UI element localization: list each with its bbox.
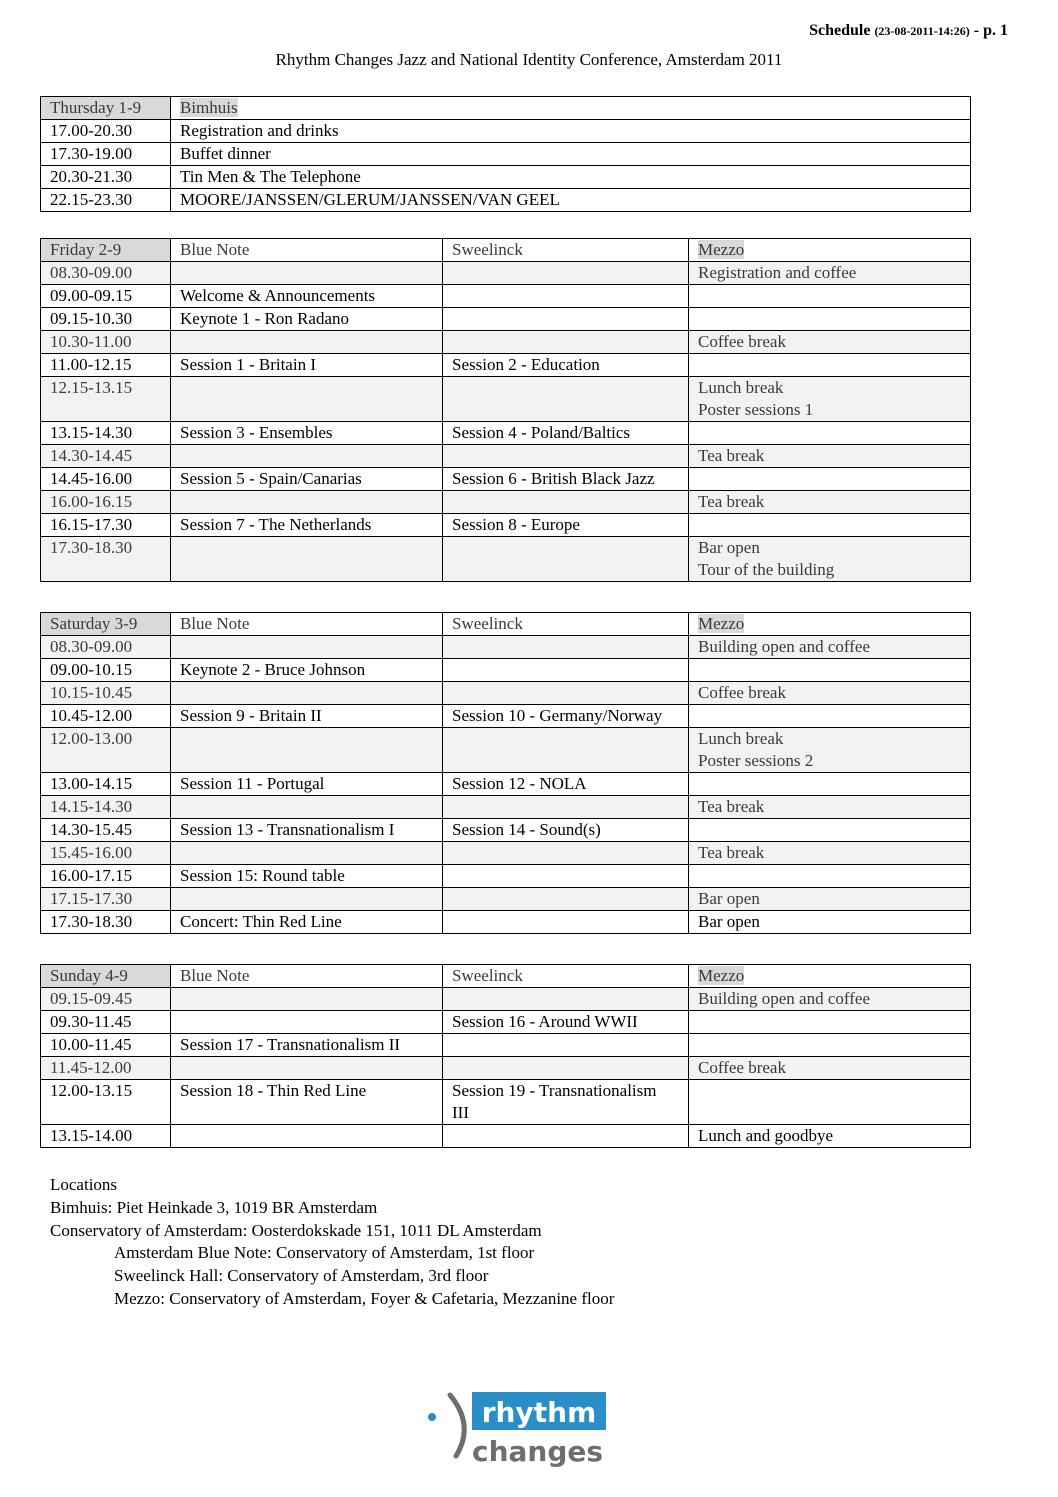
blue-note-cell: [171, 1057, 443, 1080]
blue-note-cell: [171, 377, 443, 422]
mezzo-cell: [689, 773, 971, 796]
header-label: Schedule: [809, 22, 871, 39]
mezzo-column-header: [689, 965, 971, 988]
blue-note-cell: Session 17 - Transnationalism II: [171, 1034, 443, 1057]
event-cell: MOORE/JANSSEN/GLERUM/JANSSEN/VAN GEEL: [171, 189, 971, 212]
blue-note-cell: [171, 636, 443, 659]
sweelinck-cell: [443, 796, 689, 819]
mezzo-label: Mezzo: [698, 240, 745, 259]
table-row: [41, 1125, 971, 1148]
blue-note-cell: [171, 262, 443, 285]
sweelinck-cell: [443, 888, 689, 911]
table-row: [41, 636, 971, 659]
time-cell: 12.00-13.15: [41, 1080, 171, 1125]
sweelinck-column-header: Sweelinck: [443, 239, 689, 262]
sweelinck-line: III: [452, 1103, 469, 1122]
time-cell: 22.15-23.30: [41, 189, 171, 212]
table-row: [41, 1034, 971, 1057]
logo-arc: [450, 1395, 464, 1456]
mezzo-cell: [689, 377, 971, 422]
blue-note-column-header: Blue Note: [171, 239, 443, 262]
sweelinck-cell: Session 16 - Around WWII: [443, 1011, 689, 1034]
mezzo-line: Poster sessions 1: [698, 400, 814, 419]
mezzo-column-header: [689, 613, 971, 636]
mezzo-cell: [689, 468, 971, 491]
blue-note-cell: [171, 682, 443, 705]
sweelinck-cell: [443, 1080, 689, 1125]
mezzo-cell: Tea break: [689, 796, 971, 819]
venue-name: Bimhuis: [180, 98, 238, 117]
mezzo-cell: [689, 514, 971, 537]
logo-word-rhythm: rhythm: [481, 1396, 597, 1429]
location-line: Bimhuis: Piet Heinkade 3, 1019 BR Amsterdam: [50, 1197, 378, 1217]
mezzo-cell: Tea break: [689, 491, 971, 514]
time-cell: 14.30-15.45: [41, 819, 171, 842]
mezzo-cell: [689, 354, 971, 377]
sweelinck-cell: [443, 636, 689, 659]
mezzo-line: Lunch break: [698, 378, 784, 397]
table-row: [41, 682, 971, 705]
time-cell: 14.15-14.30: [41, 796, 171, 819]
blue-note-cell: [171, 796, 443, 819]
time-cell: 09.00-10.15: [41, 659, 171, 682]
blue-note-cell: [171, 1125, 443, 1148]
blue-note-cell: Welcome & Announcements: [171, 285, 443, 308]
sweelinck-cell: [443, 491, 689, 514]
mezzo-line: Bar open: [698, 538, 760, 557]
sweelinck-cell: [443, 537, 689, 582]
blue-note-cell: [171, 491, 443, 514]
time-cell: 17.15-17.30: [41, 888, 171, 911]
blue-note-cell: Concert: Thin Red Line: [171, 911, 443, 934]
time-cell: 11.45-12.00: [41, 1057, 171, 1080]
blue-note-cell: [171, 445, 443, 468]
time-cell: 14.30-14.45: [41, 445, 171, 468]
table-row: [41, 728, 971, 773]
table-row: [41, 354, 971, 377]
mezzo-cell: [689, 422, 971, 445]
blue-note-cell: Session 9 - Britain II: [171, 705, 443, 728]
mezzo-line: Poster sessions 2: [698, 751, 814, 770]
sweelinck-cell: Session 2 - Education: [443, 354, 689, 377]
day-header: Thursday 1-9: [41, 97, 171, 120]
mezzo-cell: [689, 865, 971, 888]
time-cell: 09.15-09.45: [41, 988, 171, 1011]
logo-word-changes: changes: [472, 1435, 604, 1468]
blue-note-cell: Session 3 - Ensembles: [171, 422, 443, 445]
sweelinck-cell: [443, 988, 689, 1011]
mezzo-cell: Registration and coffee: [689, 262, 971, 285]
sweelinck-cell: [443, 1034, 689, 1057]
table-row: [41, 491, 971, 514]
table-row: [41, 422, 971, 445]
time-cell: 14.45-16.00: [41, 468, 171, 491]
table-row: [41, 285, 971, 308]
friday-header-row: [41, 239, 971, 262]
day-header: Sunday 4-9: [41, 965, 171, 988]
mezzo-cell: Bar open: [689, 911, 971, 934]
sweelinck-cell: [443, 285, 689, 308]
venue-header: [171, 97, 971, 120]
time-cell: 09.30-11.45: [41, 1011, 171, 1034]
time-cell: 12.15-13.15: [41, 377, 171, 422]
table-row: [41, 888, 971, 911]
blue-note-column-header: Blue Note: [171, 965, 443, 988]
header-page: - p. 1: [973, 22, 1008, 39]
sweelinck-cell: [443, 262, 689, 285]
blue-note-column-header: Blue Note: [171, 613, 443, 636]
time-cell: 16.00-17.15: [41, 865, 171, 888]
sweelinck-cell: Session 4 - Poland/Baltics: [443, 422, 689, 445]
location-sub-line: Mezzo: Conservatory of Amsterdam, Foyer & Cafetaria, Mezzanine floor: [114, 1288, 615, 1308]
table-row: [41, 189, 971, 212]
table-row: [41, 1057, 971, 1080]
mezzo-cell: Coffee break: [689, 331, 971, 354]
table-row: [41, 143, 971, 166]
blue-note-cell: Keynote 2 - Bruce Johnson: [171, 659, 443, 682]
mezzo-label: Mezzo: [698, 614, 745, 633]
table-row: [41, 865, 971, 888]
mezzo-cell: [689, 1011, 971, 1034]
location-line: Conservatory of Amsterdam: Oosterdokskade 151, 1011 DL Amsterdam: [50, 1220, 542, 1240]
sweelinck-cell: [443, 1125, 689, 1148]
table-row: [41, 819, 971, 842]
event-cell: Buffet dinner: [171, 143, 971, 166]
time-cell: 11.00-12.15: [41, 354, 171, 377]
time-cell: 10.15-10.45: [41, 682, 171, 705]
day-header: Saturday 3-9: [41, 613, 171, 636]
time-cell: 12.00-13.00: [41, 728, 171, 773]
time-cell: 13.15-14.00: [41, 1125, 171, 1148]
time-cell: 17.30-18.30: [41, 911, 171, 934]
blue-note-cell: [171, 888, 443, 911]
table-row: [41, 262, 971, 285]
mezzo-cell: [689, 1080, 971, 1125]
mezzo-cell: Coffee break: [689, 1057, 971, 1080]
sweelinck-cell: [443, 308, 689, 331]
time-cell: 20.30-21.30: [41, 166, 171, 189]
mezzo-cell: [689, 537, 971, 582]
sunday-header-row: [41, 965, 971, 988]
time-cell: 13.00-14.15: [41, 773, 171, 796]
sweelinck-cell: Session 12 - NOLA: [443, 773, 689, 796]
sweelinck-cell: [443, 659, 689, 682]
time-cell: 13.15-14.30: [41, 422, 171, 445]
blue-note-cell: [171, 988, 443, 1011]
time-cell: 08.30-09.00: [41, 262, 171, 285]
table-row: [41, 331, 971, 354]
blue-note-cell: Session 13 - Transnationalism I: [171, 819, 443, 842]
blue-note-cell: Session 7 - The Netherlands: [171, 514, 443, 537]
blue-note-cell: Session 15: Round table: [171, 865, 443, 888]
table-row: [41, 537, 971, 582]
time-cell: 15.45-16.00: [41, 842, 171, 865]
time-cell: 17.30-19.00: [41, 143, 171, 166]
mezzo-cell: Coffee break: [689, 682, 971, 705]
blue-note-cell: Session 18 - Thin Red Line: [171, 1080, 443, 1125]
time-cell: 10.00-11.45: [41, 1034, 171, 1057]
mezzo-cell: Building open and coffee: [689, 988, 971, 1011]
time-cell: 17.30-18.30: [41, 537, 171, 582]
table-row: [41, 911, 971, 934]
mezzo-cell: [689, 728, 971, 773]
table-row: [41, 988, 971, 1011]
mezzo-cell: Lunch and goodbye: [689, 1125, 971, 1148]
table-row: [41, 377, 971, 422]
event-cell: Tin Men & The Telephone: [171, 166, 971, 189]
location-sub-line: Sweelinck Hall: Conservatory of Amsterdam, 3rd floor: [114, 1266, 489, 1286]
table-row: [41, 514, 971, 537]
blue-note-cell: Session 1 - Britain I: [171, 354, 443, 377]
sweelinck-cell: [443, 842, 689, 865]
sweelinck-cell: [443, 445, 689, 468]
blue-note-cell: [171, 331, 443, 354]
time-cell: 16.15-17.30: [41, 514, 171, 537]
sweelinck-cell: [443, 911, 689, 934]
table-row: [41, 308, 971, 331]
blue-note-cell: [171, 1011, 443, 1034]
sweelinck-cell: Session 10 - Germany/Norway: [443, 705, 689, 728]
blue-note-cell: [171, 728, 443, 773]
sweelinck-cell: [443, 377, 689, 422]
time-cell: 10.45-12.00: [41, 705, 171, 728]
time-cell: 17.00-20.30: [41, 120, 171, 143]
saturday-header-row: [41, 613, 971, 636]
mezzo-label: Mezzo: [698, 966, 745, 985]
blue-note-cell: Keynote 1 - Ron Radano: [171, 308, 443, 331]
mezzo-cell: [689, 819, 971, 842]
mezzo-cell: [689, 1034, 971, 1057]
time-cell: 09.15-10.30: [41, 308, 171, 331]
table-row: [41, 468, 971, 491]
rhythm-changes-logo: [420, 1390, 610, 1470]
mezzo-line: Lunch break: [698, 729, 784, 748]
blue-note-cell: [171, 842, 443, 865]
sweelinck-cell: [443, 1057, 689, 1080]
table-row: [41, 659, 971, 682]
table-row: [41, 796, 971, 819]
time-cell: 08.30-09.00: [41, 636, 171, 659]
mezzo-cell: Bar open: [689, 888, 971, 911]
saturday-table: [40, 612, 971, 934]
time-cell: 10.30-11.00: [41, 331, 171, 354]
sweelinck-column-header: Sweelinck: [443, 965, 689, 988]
sweelinck-cell: Session 8 - Europe: [443, 514, 689, 537]
mezzo-cell: Tea break: [689, 445, 971, 468]
page-header: [809, 22, 1008, 40]
time-cell: 16.00-16.15: [41, 491, 171, 514]
mezzo-cell: Tea break: [689, 842, 971, 865]
time-cell: 09.00-09.15: [41, 285, 171, 308]
mezzo-column-header: [689, 239, 971, 262]
blue-note-cell: [171, 537, 443, 582]
header-stamp: (23-08-2011-14:26): [874, 24, 970, 38]
sweelinck-cell: Session 14 - Sound(s): [443, 819, 689, 842]
sweelinck-cell: Session 6 - British Black Jazz: [443, 468, 689, 491]
logo-mark-icon: [420, 1390, 610, 1470]
table-row: [41, 773, 971, 796]
locations-block: [50, 1174, 614, 1311]
sweelinck-cell: [443, 728, 689, 773]
sweelinck-column-header: Sweelinck: [443, 613, 689, 636]
logo-dot: [428, 1413, 436, 1421]
sweelinck-cell: [443, 331, 689, 354]
document-title: Rhythm Changes Jazz and National Identity Conference, Amsterdam 2011: [275, 50, 783, 69]
sweelinck-cell: [443, 865, 689, 888]
mezzo-cell: [689, 705, 971, 728]
table-row: [41, 842, 971, 865]
thursday-table: [40, 96, 971, 212]
table-row: [41, 1011, 971, 1034]
mezzo-cell: [689, 285, 971, 308]
day-header: Friday 2-9: [41, 239, 171, 262]
mezzo-cell: [689, 659, 971, 682]
mezzo-line: Tour of the building: [698, 560, 835, 579]
table-row: [41, 1080, 971, 1125]
event-cell: Registration and drinks: [171, 120, 971, 143]
table-row: [41, 120, 971, 143]
location-sub-line: Amsterdam Blue Note: Conservatory of Amsterdam, 1st floor: [114, 1243, 535, 1263]
blue-note-cell: Session 11 - Portugal: [171, 773, 443, 796]
friday-table: [40, 238, 971, 582]
thursday-header-row: [41, 97, 971, 120]
sunday-table: [40, 964, 971, 1148]
locations-heading: Locations: [50, 1175, 118, 1194]
mezzo-cell: [689, 308, 971, 331]
blue-note-cell: Session 5 - Spain/Canarias: [171, 468, 443, 491]
sweelinck-line: Session 19 - Transnationalism: [452, 1081, 657, 1100]
sweelinck-cell: [443, 682, 689, 705]
mezzo-cell: Building open and coffee: [689, 636, 971, 659]
table-row: [41, 166, 971, 189]
table-row: [41, 445, 971, 468]
table-row: [41, 705, 971, 728]
